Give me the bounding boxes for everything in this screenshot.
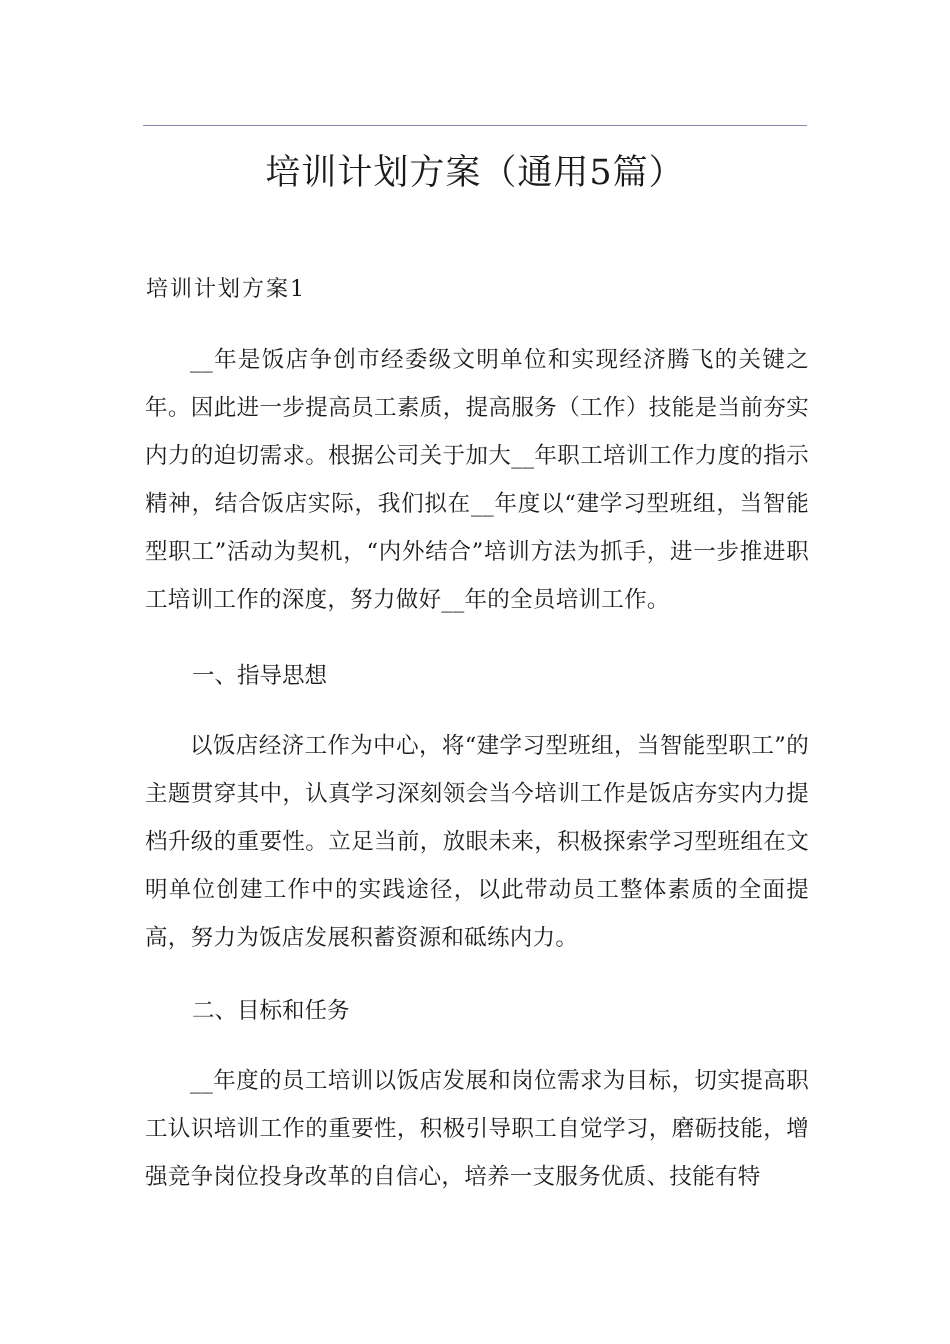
heading-goals-tasks: 二、目标和任务 bbox=[192, 998, 350, 1024]
heading-guiding-ideology: 一、指导思想 bbox=[192, 663, 328, 689]
document-title: 培训计划方案（通用5篇） bbox=[265, 153, 685, 193]
paragraph-guiding-ideology: 以饭店经济工作为中心，将“建学习型班组，当智能型职工”的主题贯穿其中，认真学习深刻领会当今培训工作是饭店夯实内力提档升级的重要性。立足当前，放眼未来，积极探索学习型班组在文明单位创建工作中的实践途径，以此带动员工整体素质的全面提高，努力为饭店发展积蓄资源和砥练内力。 bbox=[145, 733, 809, 951]
section-title: 培训计划方案1 bbox=[146, 277, 306, 302]
paragraph-intro: __年是饭店争创市经委级文明单位和实现经济腾飞的关键之年。因此进一步提高员工素质，提高服务（工作）技能是当前夯实内力的迫切需求。根据公司关于加大__年职工培训工作力度的指示精神，结合饭店实际，我们拟在__年度以“建学习型班组，当智能型职工”活动为契机，“内外结合”培训方法为抓手，进一步推进职工培训工作的深度，努力做好__年的全员培训工作。 bbox=[145, 347, 809, 613]
paragraph-goals-tasks: __年度的员工培训以饭店发展和岗位需求为目标，切实提高职工认识培训工作的重要性，积极引导职工自觉学习，磨砺技能，增强竞争岗位投身改革的自信心，培养一支服务优质、技能有特 bbox=[145, 1068, 809, 1190]
top-divider-line bbox=[143, 125, 807, 126]
